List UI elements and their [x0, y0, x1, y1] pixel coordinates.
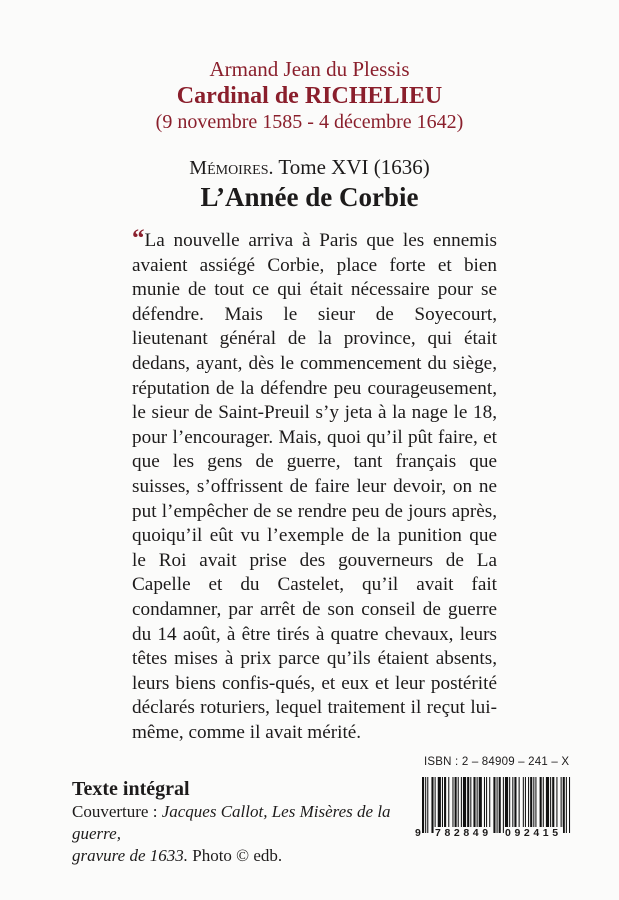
excerpt-quote [132, 225, 497, 745]
barcode-bars [420, 777, 572, 833]
work-block [0, 154, 619, 213]
cover-artwork: Jacques Callot, Les Misères de la guerre, [72, 802, 391, 843]
series-volume: Tome XVI (1636) [278, 155, 430, 179]
cover-engraving: gravure de 1633. [72, 846, 188, 865]
barcode-group-1: 782849 [435, 827, 492, 839]
excerpt-text: La nouvelle arriva à Paris que les ennemis avaient assiégé Corbie, place forte et bien munie de tout ce qui était nécessaire pour se défendre. Mais le sieur de Soyecourt, lieutenant général de la province, qui était dedans, ayant, dès le commencement du siège, réputation de la défendre peu courageusement, le sieur de Saint-Preuil s’y jeta à la nage le 18, pour l’encourager. Mais, quoi qu’il pût faire, et que les gens de guerre, tant français que suisses, s’offrissent de faire leur devoir, on ne put l’empêcher de se rendre peu de jours après, quoiqu’il eût vu l’exemple de la punition que le Roi avait prise des gouverneurs de La Capelle et du Castelet, qu’il avait fait condamner, par arrêt de son conseil de guerre du 14 août, à être tirés à quatre chevaux, leurs têtes mises à prix parce qu’ils étaient absents, leurs biens confis-qués, et eux et leur postérité déclarés roturiers, lequel traitement il reçut lui-même, comme il avait mérité. [132, 230, 497, 743]
isbn-label: ISBN : 2 – 84909 – 241 – X [424, 756, 570, 768]
author-block [0, 56, 619, 134]
photo-credit: Photo © edb. [192, 846, 283, 865]
edition-type: Texte intégral [72, 778, 190, 800]
author-dates: (9 novembre 1585 - 4 décembre 1642) [155, 111, 464, 133]
author-title: Cardinal de RICHELIEU [176, 83, 443, 109]
barcode-digits [415, 827, 572, 841]
cover-credit [72, 801, 407, 867]
barcode-group-2: 092415 [505, 827, 562, 839]
series-word: Mémoires. [189, 157, 274, 179]
work-series [0, 154, 619, 181]
author-name: Armand Jean du Plessis [209, 57, 410, 81]
open-quote-mark: “ [132, 225, 144, 252]
cover-credit-label: Couverture : [72, 802, 158, 821]
barcode-lead-digit: 9 [415, 827, 421, 839]
work-title: L’Année de Corbie [200, 182, 419, 212]
edition-info [72, 777, 407, 867]
